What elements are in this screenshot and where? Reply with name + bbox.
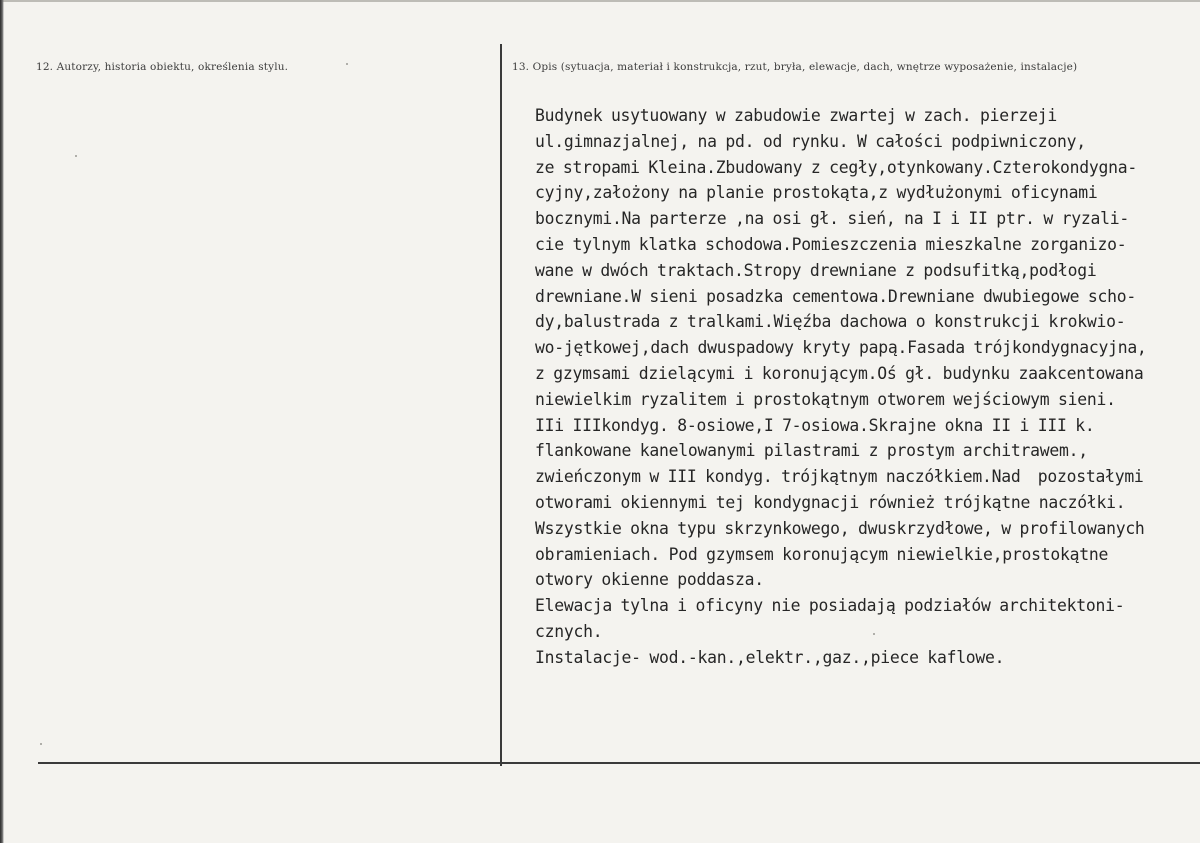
typed-description <box>535 103 1200 671</box>
description-line: cyjny,założony na planie prostokąta,z wydłużonymi oficynami <box>535 183 1098 203</box>
description-line: Instalacje- wod.-kan.,elektr.,gaz.,piece kaflowe. <box>535 647 1005 667</box>
description-line: wane w dwóch traktach.Stropy drewniane z podsufitką,podłogi <box>535 260 1097 280</box>
field-12-label: 12. Autorzy, historia obiektu, określenia stylu. <box>36 61 289 73</box>
paper-speck <box>873 633 875 635</box>
paper-speck <box>40 743 42 745</box>
description-line: cznych. <box>535 621 603 641</box>
bottom-rule <box>38 762 1200 764</box>
description-line: bocznymi.Na parterze ,na osi gł. sień, na I i II ptr. w ryzali- <box>535 209 1129 229</box>
description-line: Wszystkie okna typu skrzynkowego, dwuskrzydłowe, w profilowanych <box>535 518 1145 538</box>
field-13-label: 13. Opis (sytuacja, materiał i konstrukcja, rzut, bryła, elewacje, dach, wnętrze wyposażenie, instalacje) <box>512 61 1078 73</box>
description-line: niewielkim ryzalitem i prostokątnym otworem wejściowym sieni. <box>535 389 1116 409</box>
description-line: wo-jętkowej,dach dwuspadowy kryty papą.Fasada trójkondygnacyjna, <box>535 338 1147 358</box>
column-divider <box>500 44 502 766</box>
paper-speck <box>75 155 77 157</box>
description-line: ze stropami Kleina.Zbudowany z cegły,otynkowany.Czterokondygna- <box>535 157 1137 177</box>
description-line: zwieńczonym w III kondyg. trójkątnym naczółkiem.Nad pozostałymi <box>535 467 1144 487</box>
paper-speck <box>346 63 348 65</box>
description-line: dy,balustrada z tralkami.Więźba dachowa o konstrukcji krokwio- <box>535 312 1126 332</box>
description-line: ul.gimnazjalnej, na pd. od rynku. W całości podpiwniczony, <box>535 131 1086 151</box>
description-line: obramieniach. Pod gzymsem koronującym niewielkie,prostokątne <box>535 544 1109 564</box>
description-line: flankowane kanelowanymi pilastrami z prostym architrawem., <box>535 441 1088 461</box>
description-line: Elewacja tylna i oficyny nie posiadają podziałów architektoni- <box>535 596 1125 616</box>
description-line: Budynek usytuowany w zabudowie zwartej w zach. pierzeji <box>535 106 1057 125</box>
page-top-edge <box>0 0 1200 2</box>
description-line: cie tylnym klatka schodowa.Pomieszczenia mieszkalne zorganizo- <box>535 234 1127 254</box>
description-line: IIi IIIkondyg. 8-osiowe,I 7-osiowa.Skrajne okna II i III k. <box>535 415 1095 435</box>
page-left-edge <box>0 0 4 843</box>
description-line: otworami okiennymi tej kondygnacji również trójkątne naczółki. <box>535 492 1126 512</box>
description-line: drewniane.W sieni posadzka cementowa.Drewniane dwubiegowe scho- <box>535 286 1136 306</box>
description-line: z gzymsami dzielącymi i koronującym.Oś gł. budynku zaakcentowana <box>535 363 1144 383</box>
description-line: otwory okienne poddasza. <box>535 570 764 590</box>
